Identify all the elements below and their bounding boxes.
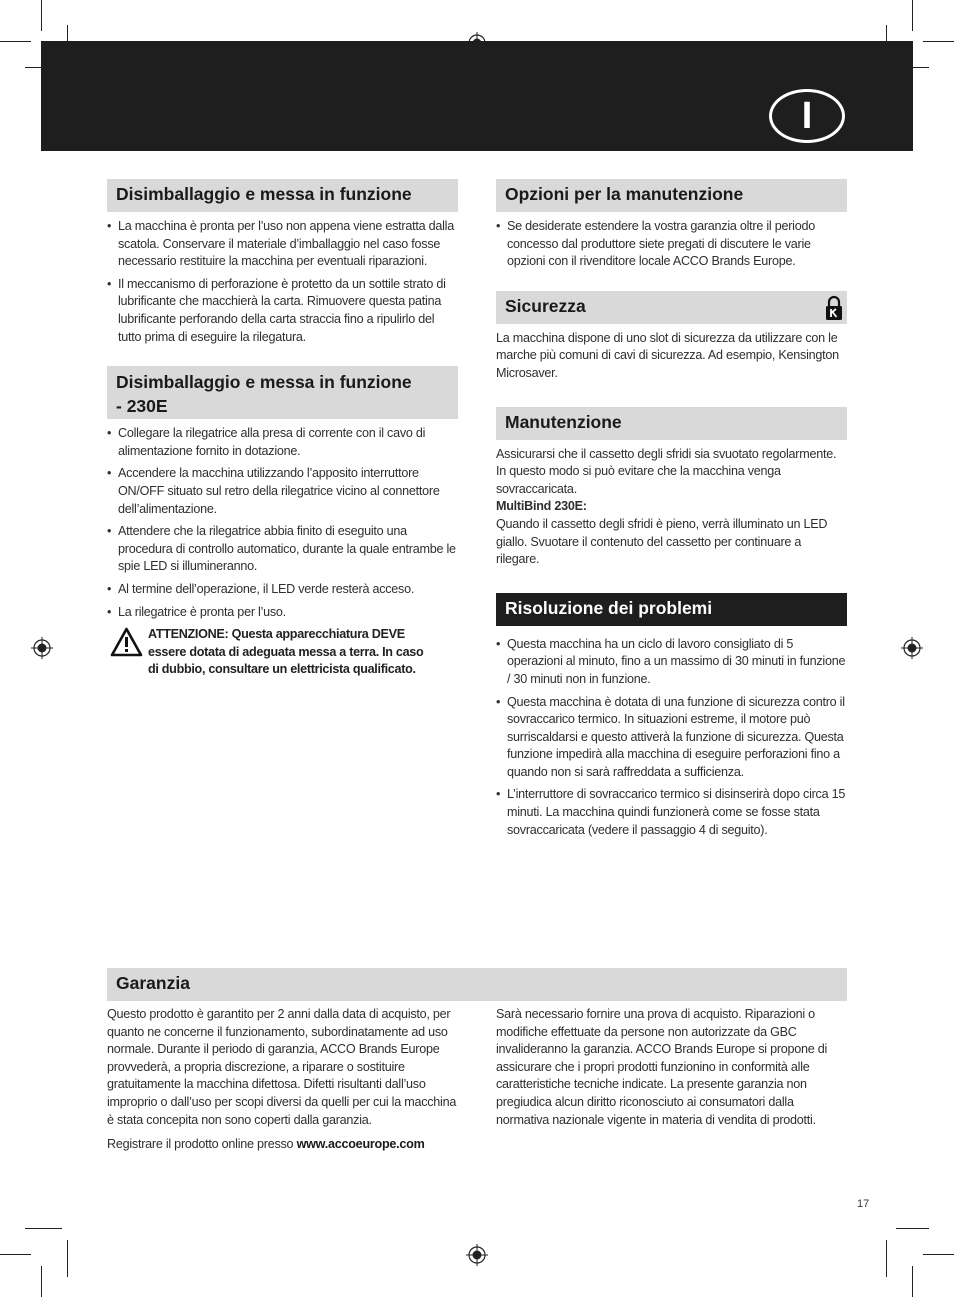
kensington-lock-icon (825, 295, 843, 321)
warning-triangle-icon (110, 627, 143, 657)
right-column (496, 179, 847, 844)
warranty-register-text: Registrare il prodotto online presso (107, 1137, 297, 1152)
warranty-left (107, 1006, 458, 1154)
crop-mark (0, 1254, 31, 1255)
section-title-security-label: Sicurezza (505, 295, 586, 316)
section-title-warranty: Garanzia (107, 968, 847, 1001)
crop-mark (67, 1240, 68, 1277)
registration-mark-icon (466, 1244, 488, 1266)
warranty-left-text: Questo prodotto è garantito per 2 anni dalla data di acquisto, per quanto ne concerne il funzionamento, subordinatamente ad uso normale. Durante il periodo di garanzia, ACCO Brands Europe provvederà, a propria discrezione, a riparare o sostituire gratuitamente la macchina difettosa. Difetti risultanti dall’uso improprio o dall’uso per scopi diversi da quelli per cui la macchina è stata concepita non sono coperti dalla garanzia. (107, 1007, 457, 1127)
unpacking-list (107, 218, 458, 346)
crop-mark (912, 0, 913, 31)
list-item: • Attendere che la rilegatrice abbia finito di eseguito una procedura di controllo automatico, durante la quale entrambe le spie LED si illumineranno. (107, 523, 458, 576)
crop-mark (0, 41, 31, 42)
warranty-right-text: Sarà necessario fornire una prova di acquisto. Riparazioni o modifiche effettuate da persone non autorizzate da GBC invalideranno la garanzia. ACCO Brands Europe si propone di assicurare che i propri prodotti funzionino in conformità alle caratteristiche tecniche indicate. La presente garanzia non pregiudica alcun diritto riconosciuto ai consumatori dalla normativa nazionale vigente in materia di vendita di prodotti. (496, 1007, 828, 1127)
section-title-maintenance: Manutenzione (496, 407, 847, 440)
maintenance-subhead: MultiBind 230E: (496, 499, 587, 514)
warranty-register-link[interactable]: www.accoeurope.com (296, 1137, 425, 1152)
list-item: • Se desiderate estendere la vostra garanzia oltre il periodo concesso dal produttore siete pregati di discutere le varie opzioni con il rivenditore locale ACCO Brands Europe. (496, 218, 847, 271)
section-title-unpacking-230e: Disimballaggio e messa in funzione - 230E (107, 366, 458, 419)
left-column (107, 179, 458, 679)
troubleshooting-list (496, 636, 847, 840)
crop-mark (923, 41, 954, 42)
registration-mark-icon (901, 637, 923, 659)
language-badge: I (769, 89, 845, 143)
list-item: • Collegare la rilegatrice alla presa di corrente con il cavo di alimentazione fornito in dotazione. (107, 425, 458, 460)
section-title-unpacking: Disimballaggio e messa in funzione (107, 179, 458, 212)
list-item: • La macchina è pronta per l’uso non appena viene estratta dalla scatola. Conservare il materiale d’imballaggio nel caso fosse necessario restituire la macchina per eventuali riparazioni. (107, 218, 458, 271)
section-title-security (496, 291, 847, 324)
crop-mark (886, 1240, 887, 1277)
crop-mark (923, 1254, 954, 1255)
maintenance-text: Assicurarsi che il cassetto degli sfridi sia svuotato regolarmente. In questo modo si può evitare che la macchina venga sovraccaricata. (496, 446, 837, 496)
warranty-register (107, 1136, 458, 1154)
list-item: • La rilegatrice è pronta per l’uso. (107, 604, 458, 622)
list-item: • Al termine dell’operazione, il LED verde resterà acceso. (107, 581, 458, 599)
maintenance-text-230e: Quando il cassetto degli sfridi è pieno, verrà illuminato un LED giallo. Svuotare il contenuto del cassetto per continuare a rilegare. (496, 516, 828, 567)
list-item: • Il meccanismo di perforazione è protetto da un sottile strato di lubrificante che macchierà la carta. Rimuovere questa patina lubrificante perforando della carta straccia fino a ripulirlo del tutto prima di eseguire la rilegatura. (107, 276, 458, 346)
warning-note (107, 626, 458, 679)
section-title-troubleshooting: Risoluzione dei problemi (496, 593, 847, 626)
list-item: • Accendere la macchina utilizzando l’apposito interruttore ON/OFF situato sul retro della rilegatrice vicino al connettore dell’alimentazione. (107, 465, 458, 518)
page-number: 17 (857, 1198, 870, 1210)
list-item: • Questa macchina ha un ciclo di lavoro consigliato di 5 operazioni al minuto, fino a un massimo di 30 minuti in funzione / 30 minuti non in funzione. (496, 636, 847, 689)
crop-mark (25, 1228, 62, 1229)
registration-mark-icon (31, 637, 53, 659)
list-item: • L’interruttore di sovraccarico termico si disinserirà dopo circa 15 minuti. La macchina quindi funzionerà come se fosse stata sovraccaricata (vedere il passaggio 4 di seguito). (496, 786, 847, 839)
security-text: La macchina dispone di uno slot di sicurezza da utilizzare con le marche più comuni di cavi di sicurezza. Ad esempio, Kensington Microsaver. (496, 330, 839, 380)
crop-mark (41, 0, 42, 31)
crop-mark (41, 1266, 42, 1297)
unpacking-230e-list (107, 425, 458, 621)
list-item: • Questa macchina è dotata di una funzione di sicurezza contro il sovraccarico termico. In situazioni estreme, il motore può surriscaldarsi e questo attiverà la funzione di sicurezza. Questa funzione impedirà alla macchina di eseguire perforazioni fino a quando non si sarà raffreddata a sufficienza. (496, 694, 847, 782)
section-title-maintenance-options: Opzioni per la manutenzione (496, 179, 847, 212)
warning-text: ATTENZIONE: Questa apparecchiatura DEVE essere dotata di adeguata messa a terra. In caso di dubbio, consultare un elettricista qualificato. (148, 627, 424, 677)
maintenance-options-list (496, 218, 847, 271)
crop-mark (896, 1228, 929, 1229)
warranty-right (496, 1006, 847, 1129)
crop-mark (912, 1266, 913, 1297)
